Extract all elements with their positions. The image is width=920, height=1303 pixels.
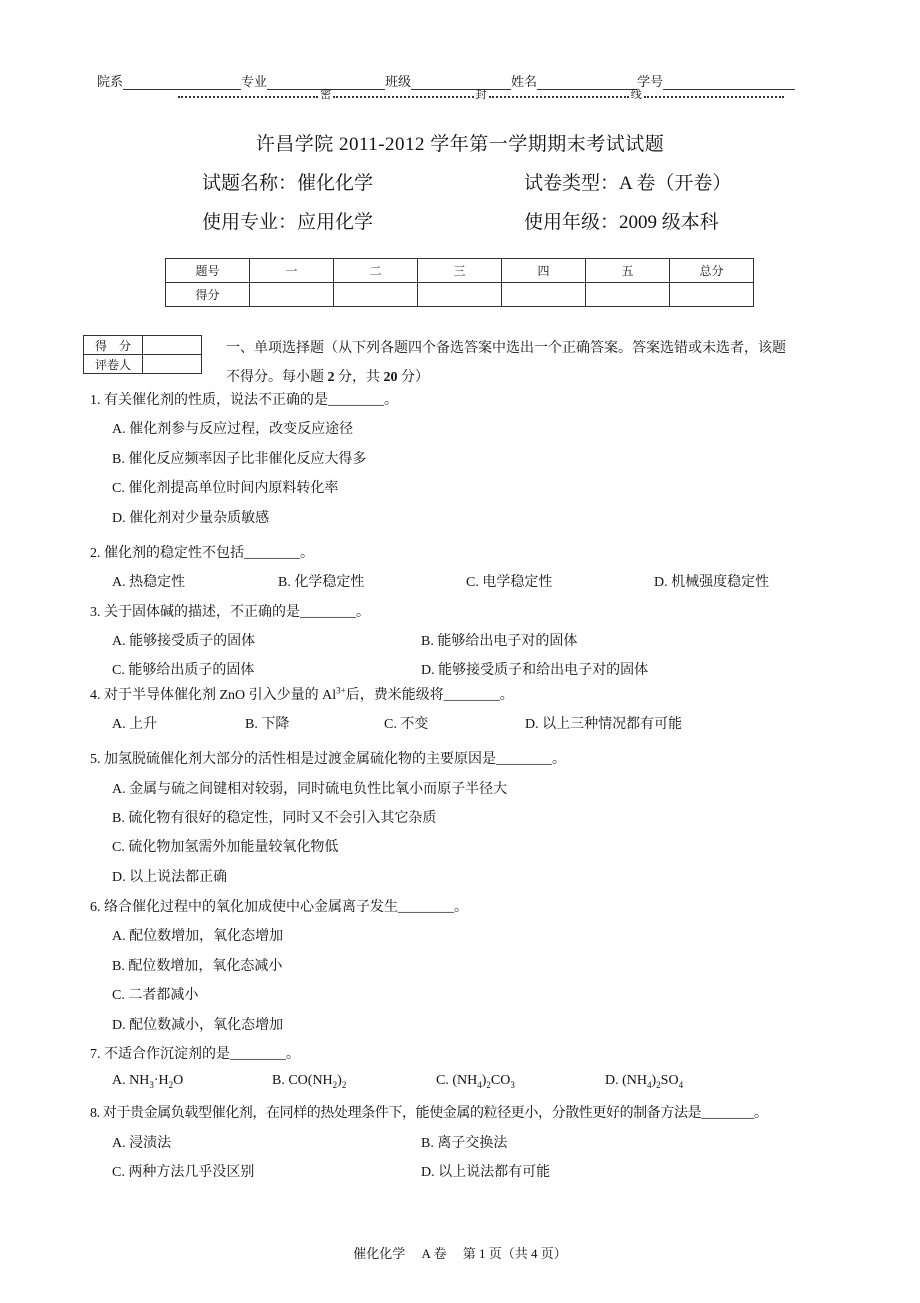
grader-box — [83, 335, 202, 374]
score-header-cell: 一 — [250, 259, 334, 283]
q1-option-d: D. 催化剂对少量杂质敏感 — [112, 511, 270, 526]
student-id-label: 学号 — [637, 74, 664, 89]
score-cell[interactable] — [502, 283, 586, 307]
class-label: 班级 — [385, 74, 412, 89]
section-1-instructions — [226, 334, 836, 392]
score-header-cell: 题号 — [166, 259, 250, 283]
q5-option-a: A. 金属与硫之间键相对较弱，同时硫电负性比氧小而原子半径大 — [112, 782, 508, 797]
seal-line — [176, 86, 786, 102]
q4-option-c: C. 不变 — [384, 717, 429, 732]
score-cell[interactable] — [586, 283, 670, 307]
q8-option-d: D. 以上说法都有可能 — [421, 1165, 551, 1180]
q2-option-c: C. 电学稳定性 — [466, 575, 553, 590]
q7-option-a: A. $NH_3\cdot H_2O$ — [112, 1073, 184, 1090]
exam-subject: 试题名称：催化化学 — [202, 173, 374, 194]
q5-option-b: B. 硫化物有很好的稳定性，同时又不会引入其它杂质 — [112, 811, 437, 826]
name-label: 姓名 — [511, 74, 538, 89]
q4-option-b: B. 下降 — [245, 717, 290, 732]
q6-option-c: C. 二者都减小 — [112, 988, 199, 1003]
score-header-cell: 四 — [502, 259, 586, 283]
q4-option-a: A. 上升 — [112, 717, 158, 732]
grader-name-cell[interactable] — [143, 355, 202, 374]
q7-option-b: B. $CO(NH_2)_2$ — [272, 1073, 347, 1090]
q3-option-a: A. 能够接受质子的固体 — [112, 634, 256, 649]
score-header-cell: 二 — [334, 259, 418, 283]
score-cell[interactable] — [418, 283, 502, 307]
q6-option-d: D. 配位数减小，氧化态增加 — [112, 1018, 284, 1033]
question-6: 6. 络合催化过程中的氧化加成使中心金属离子发生________。 — [90, 900, 468, 915]
q4-option-d: D. 以上三种情况都有可能 — [525, 717, 683, 732]
q8-option-c: C. 两种方法几乎没区别 — [112, 1165, 255, 1180]
score-header-cell: 三 — [418, 259, 502, 283]
section-1-line2: 不得分。每小题 2 分，共 20 分） — [226, 370, 429, 385]
q1-option-c: C. 催化剂提高单位时间内原料转化率 — [112, 481, 339, 496]
q3-option-d: D. 能够接受质子和给出电子对的固体 — [421, 663, 649, 678]
q5-option-d: D. 以上说法都正确 — [112, 870, 228, 885]
score-cell[interactable] — [250, 283, 334, 307]
score-table-score-row — [166, 283, 754, 307]
q8-option-a: A. 浸渍法 — [112, 1136, 172, 1151]
question-8: 8. 对于贵金属负载型催化剂，在同样的热处理条件下，能使金属的粒径更小，分散性更好的制备方法是________。 — [90, 1106, 768, 1121]
section-1-line1: 一、单项选择题（从下列各题四个备选答案中选出一个正确答案。答案选错或未选者，该题 — [226, 341, 786, 356]
question-3: 3. 关于固体碱的描述，不正确的是________。 — [90, 605, 370, 620]
dept-label: 院系 — [97, 74, 124, 89]
q3-option-b: B. 能够给出电子对的固体 — [421, 634, 578, 649]
q5-option-c: C. 硫化物加氢需外加能量较氧化物低 — [112, 840, 339, 855]
q2-option-b: B. 化学稳定性 — [278, 575, 365, 590]
major-label: 专业 — [241, 74, 268, 89]
grader-name-label: 评卷人 — [84, 355, 143, 374]
q8-option-b: B. 离子交换法 — [421, 1136, 508, 1151]
q6-option-a: A. 配位数增加，氧化态增加 — [112, 929, 284, 944]
q7-option-c: C. $(NH_4)_2CO_3$ — [436, 1073, 515, 1090]
q7-option-d: D. $(NH_4)_2SO_4$ — [605, 1073, 684, 1090]
q2-option-a: A. 热稳定性 — [112, 575, 186, 590]
exam-major: 使用专业：应用化学 — [202, 212, 374, 233]
q1-option-b: B. 催化反应频率因子比非催化反应大得多 — [112, 452, 367, 467]
question-7: 7. 不适合作沉淀剂的是________。 — [90, 1047, 300, 1062]
q2-option-d: D. 机械强度稳定性 — [654, 575, 770, 590]
page-footer: 催化化学 A 卷 第 1 页（共 4 页） — [353, 1246, 567, 1261]
score-table-header-row — [166, 259, 754, 283]
question-1: 1. 有关催化剂的性质，说法不正确的是________。 — [90, 393, 398, 408]
question-2: 2. 催化剂的稳定性不包括________。 — [90, 546, 314, 561]
seal-char-2: 封 — [475, 89, 487, 101]
seal-char-1: 密 — [320, 89, 332, 101]
q6-option-b: B. 配位数增加，氧化态减小 — [112, 959, 283, 974]
score-cell[interactable] — [670, 283, 754, 307]
score-header-cell: 总分 — [670, 259, 754, 283]
q3-option-c: C. 能够给出质子的固体 — [112, 663, 255, 678]
question-4: 4. 对于半导体催化剂 ZnO 引入少量的 $Al^{3+}$后，费米能级将________。 — [90, 685, 514, 703]
score-table — [165, 258, 754, 307]
score-cell[interactable] — [334, 283, 418, 307]
score-header-cell: 五 — [586, 259, 670, 283]
seal-char-3: 线 — [630, 89, 642, 101]
question-5: 5. 加氢脱硫催化剂大部分的活性相是过渡金属硫化物的主要原因是________。 — [90, 752, 566, 767]
grader-score-label: 得 分 — [84, 336, 143, 355]
exam-paper-type: 试卷类型：A 卷（开卷） — [524, 173, 732, 194]
q1-option-a: A. 催化剂参与反应过程，改变反应途径 — [112, 422, 354, 437]
grader-score-cell[interactable] — [143, 336, 202, 355]
exam-grade: 使用年级：2009 级本科 — [524, 212, 719, 233]
exam-title: 许昌学院 2011-2012 学年第一学期期末考试试题 — [255, 134, 665, 155]
score-row-label: 得分 — [166, 283, 250, 307]
